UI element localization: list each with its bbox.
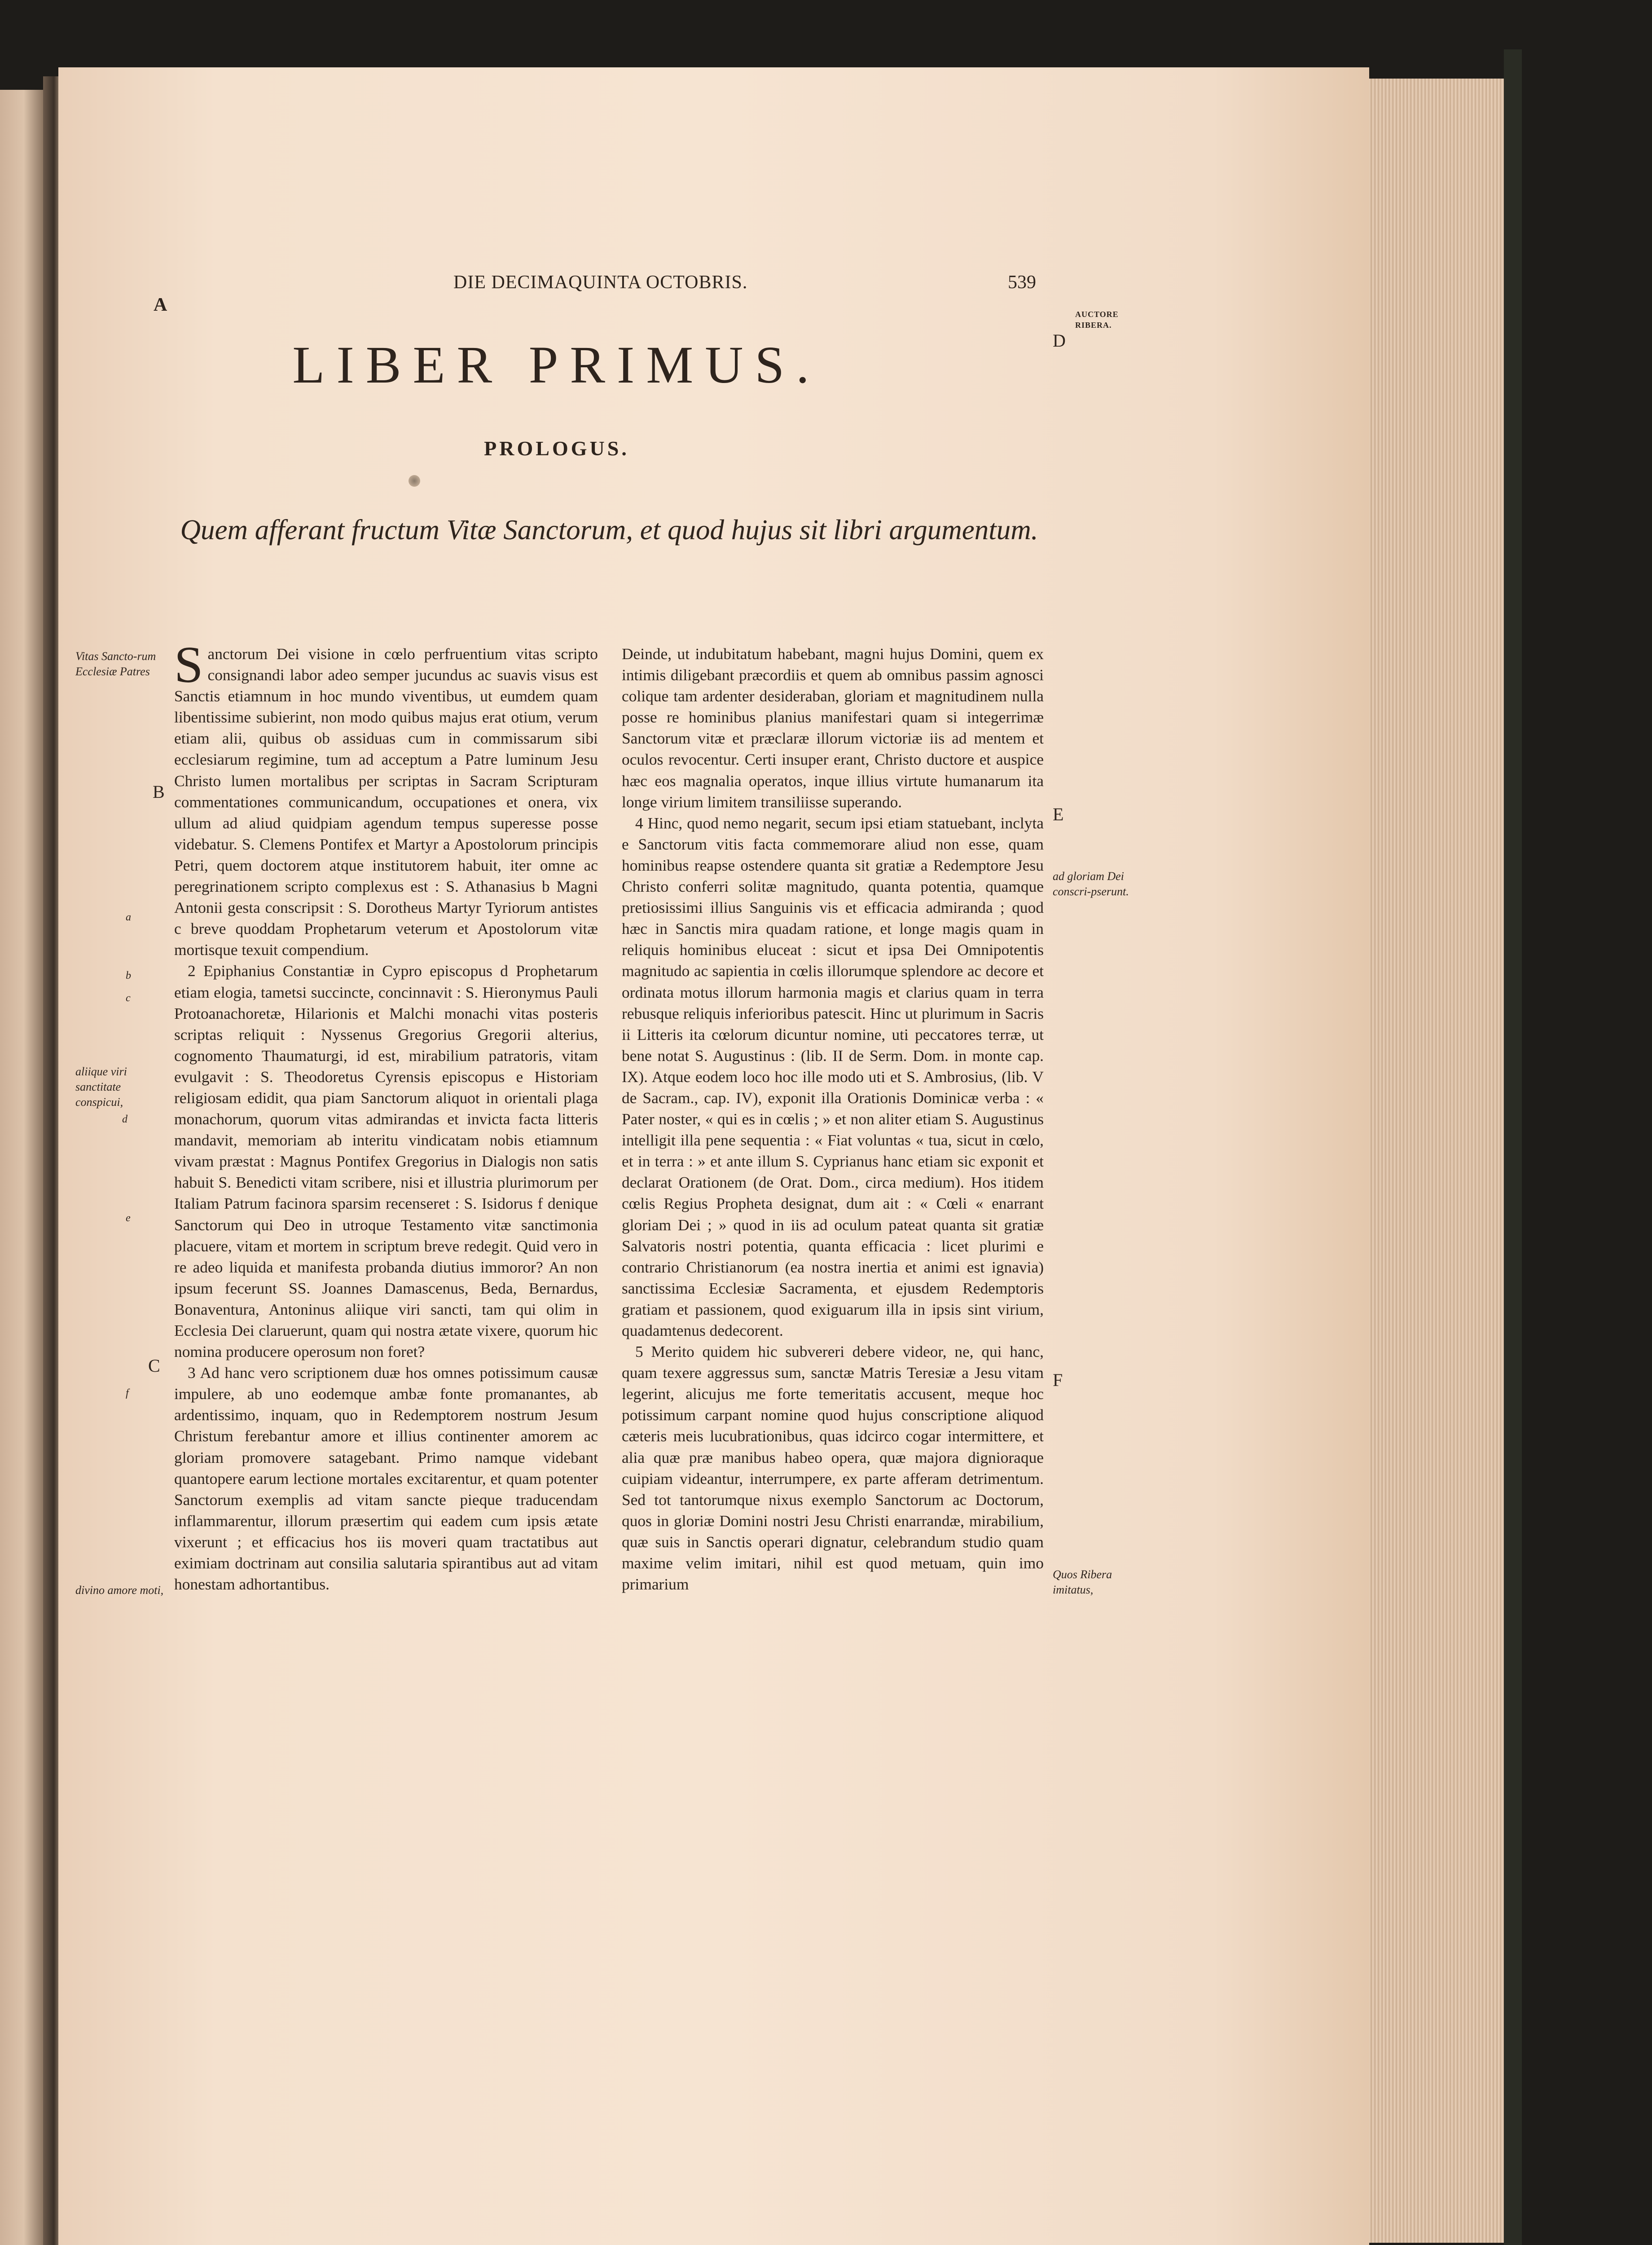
margin-ref-c: c bbox=[126, 992, 131, 1004]
margin-letter-e: E bbox=[1053, 804, 1064, 824]
auctor-note-line2: RIBERA. bbox=[1075, 321, 1112, 330]
margin-letter-f: F bbox=[1053, 1370, 1063, 1390]
paragraph-3: 3 Ad hanc vero scriptionem duæ hos omnes potissimum causæ impulere, ab uno eodemque ambæ fonte promanantes, ab ardentissimo, inquam, quo in Redemptorem nostrum Jesum Christum ferebantur amore et illius continenter amorem ac gloriam promovere satagebant. Primo namque videbant quantopere earum lectione mortales excitarentur, et quam potenter Sanctorum exemplis ad vitam sancte pieque traducendam inflammarentur, illorum præsertim qui eadem cum ipsis ætate vixerunt ; et efficacius hos iis moveri quam tractatibus aut eximiam doctrinam aut consilia salutaria spirantibus aut ad vitam honestam adhortantibus. bbox=[174, 1364, 598, 1594]
running-head: DIE DECIMAQUINTA OCTOBRIS. bbox=[453, 272, 748, 293]
margin-ref-d: d bbox=[122, 1114, 127, 1125]
auctor-note bbox=[1075, 309, 1119, 330]
margin-note-vitas: Vitas Sancto-rum Ecclesiæ Patres bbox=[75, 650, 156, 678]
subtitle: Quem afferant fructum Vitæ Sanctorum, et quod hujus sit libri argumentum. bbox=[180, 514, 1038, 546]
paragraph-2: 2 Epiphanius Constantiæ in Cypro episcopus d Prophetarum etiam elogia, tametsi succincte, concinnavit : S. Hieronymus Pauli Protoanachoretæ, Hilarionis et Malchi monachi vitas posteris scriptas reliquit : Nyssenus Gregorius Gregorii alterius, cognomento Thaumaturgi, id est, mirabilium patratoris, vitam evulgavit : S. Theodoretus Cyrensis episcopus e Historiam religiosam edidit, qua piam Sanctorum aliquot in orientali plaga monachorum, quorum vitas admirandas et invicta facta litteris mandavit, memoriam ab interitu vindicatam nobis etiamnum vivam præstat : Magnus Pontifex Gregorius in Dialogis non satis habuit S. Benedicti vitam scribere, nisi et illustria plurimorum per Italiam Patrum facinora sparsim recenseret : S. Isidorus f denique Sanctorum qui Deo in utroque Testamento vitæ sanctimonia placuere, vitam et mortem in scriptum breve redegit. Quid vero in re adeo liquida et manifesta probanda diutius immoror? An non ipsum fecerunt SS. Joannes Damascenus, Beda, Bernardus, Bonaventura, Antoninus aliique viri sancti, tam qui olim in Ecclesia Dei claruerunt, quam qui nostra ætate vixere, quorum hic nomina producere operosum non foret? bbox=[174, 962, 598, 1361]
paragraph-1 bbox=[174, 636, 598, 960]
margin-ref-f: f bbox=[126, 1387, 129, 1399]
book-cover-edge bbox=[1504, 49, 1522, 2245]
margin-note-divino: divino amore moti, bbox=[75, 1584, 164, 1597]
prologue-heading: PROLOGUS. bbox=[484, 437, 629, 460]
paragraph-5: 5 Merito quidem hic subvereri debere videor, ne, qui hanc, quam texere aggressus sum, sanctæ Matris Teresiæ a Jesu vitam legerint, alicujus me forte temeritatis accusent, meque hoc potissimum carpant nomine quod hujus conscriptione aliquod cæteris meis lucubrationibus, quas idcirco cogar intermittere, et alia quæ præ manibus habeo opera, quæ majora dignioraque cuipiam videantur, interrumpere, ex parte afferam detrimentum. Sed tot tantorumque nixus exemplo Sanctorum ac Doctorum, quos in gloriæ Domini nostri Jesu Christi enarrandæ, mirabilium, quæ suis in Sanctis operari dignatur, celebrandum studio quam maxime velim imitari, nihil est quod metuam, quin imo primarium bbox=[622, 1343, 1044, 1594]
right-text-column bbox=[622, 643, 1044, 1595]
page-number: 539 bbox=[1008, 272, 1036, 293]
drop-cap: S bbox=[174, 636, 203, 694]
book-title: LIBER PRIMUS. bbox=[292, 335, 821, 394]
ornament-dot bbox=[409, 475, 420, 487]
page-stack-edges bbox=[1369, 79, 1504, 2243]
margin-letter-b: B bbox=[153, 782, 165, 802]
margin-note-aliique: aliique viri sanctitate conspicui, bbox=[75, 1065, 127, 1109]
left-text-column bbox=[174, 636, 598, 1595]
margin-note-quos-ribera: Quos Ribera imitatus, bbox=[1053, 1568, 1112, 1596]
margin-letter-d: D bbox=[1053, 330, 1066, 351]
margin-note-ad-gloriam: ad gloriam Dei conscri-pserunt. bbox=[1053, 870, 1129, 898]
margin-ref-b: b bbox=[126, 970, 131, 982]
paragraph-3-continued: Deinde, ut indubitatum habebant, magni hujus Domini, quem ex intimis diligebant præcordiis et quem ab omnibus passim agnosci colique tam ardenter desideraban, gloriam et magnitudinem nulla posse re hominibus planius manifestari quam si integerrimæ Sanctorum vitæ et præclaræ illorum victoriæ iis ad mentem et oculos revocentur. Certi insuper erant, Christo ductore et auspice hæc eos magnalia operatos, inque illius virtute humanarum ita longe virium limitem transiliisse superando. bbox=[622, 645, 1044, 811]
margin-ref-a: a bbox=[126, 911, 131, 923]
margin-letter-c: C bbox=[148, 1356, 160, 1376]
paragraph-1-text: anctorum Dei visione in cœlo perfruentium vitas scripto consignandi labor adeo semper jucundus ac suavis visus est Sanctis etiamnum in hoc mundo viventibus, ut eumdem quam libentissime subierint, non modo quibus majus erat otium, verum etiam alii, quibus ob assiduas cum in commissarum sibi ecclesiarum regimine, tum ad acceptum a Patre luminum Jesu Christo lumen mortalibus per scriptas in Sacram Scripturam commentationes communicandum, occupationes et onera, vix ullum ad aliud quidpiam agendum tempus superesse posse videbatur. S. Clemens Pontifex et Martyr a Apostolorum principis Petri, quem doctorem atque institutorem habuit, iter omne ac peregrinationem scripto complexus est : S. Athanasius b Magni Antonii gesta conscripsit : S. Dorotheus Martyr Tyriorum antistes c breve quoddam Prophetarum veterum et Apostolorum vitæ mortisque texuit compendium. bbox=[174, 645, 598, 959]
auctor-note-line1: AUCTORE bbox=[1075, 310, 1119, 319]
left-page-edge bbox=[0, 90, 43, 2245]
margin-letter-a: A bbox=[154, 295, 167, 315]
paragraph-4: 4 Hinc, quod nemo negarit, secum ipsi etiam statuebant, inclyta e Sanctorum vitis facta commemorare aliud non esse, quam hominibus reapse ostendere quanta sit gratiæ a Redemptore Jesu Christo conferri solitæ magnitudo, quanta potentia, quamque pretiosissimi illius Sanguinis vis et efficacia admiranda ; quod hæc in Sanctis mira quadam ratione, et longe magis quam in reliquis hominibus eluceat : sicut et ipsa Dei Omnipotentis magnitudo ac sapientia in cœlis illorumque splendore ac decore et ordinata motus illorum harmonia magis et clarius quam in terra rebusque reliquis inferioribus patescit. Hinc ut plurimum in Sacris ii Litteris ita cœlorum dicuntur nomine, uti peccatores terræ, ut bene notat S. Augustinus : (lib. II de Serm. Dom. in monte cap. IX). Atque eodem loco hoc ille modo uti et S. Ambrosius, (lib. V de Sacram., cap. IV), exponit illa Orationis Dominicæ verba : « Pater noster, « qui es in cœlis ; » et non aliter etiam S. Augustinus intelligit illa pene sequentia : « Fiat voluntas « tua, sicut in cœlo, et in terra : » et ante illum S. Cyprianus hanc etiam sic exponit et declarat Orationem (de Orat. Dom., circa medium). Hos itidem cœlis Regius Propheta designat, dum ait : « Cœli « enarrant gloriam Dei ; » quod in iis ad oculum pateat quanta sit gratiæ Salvatoris nostri potentia, quanta efficacia : licet plurimi e contrario Christianorum (ea nostra inertia et animi est ignavia) sanctissima Ecclesiæ Sacramenta, et ejusdem Redemptoris gratiam et passionem, quod exiguarum illa in ipsis sint virium, quadamtenus dedecorent. bbox=[622, 814, 1044, 1339]
margin-ref-e: e bbox=[126, 1212, 131, 1224]
